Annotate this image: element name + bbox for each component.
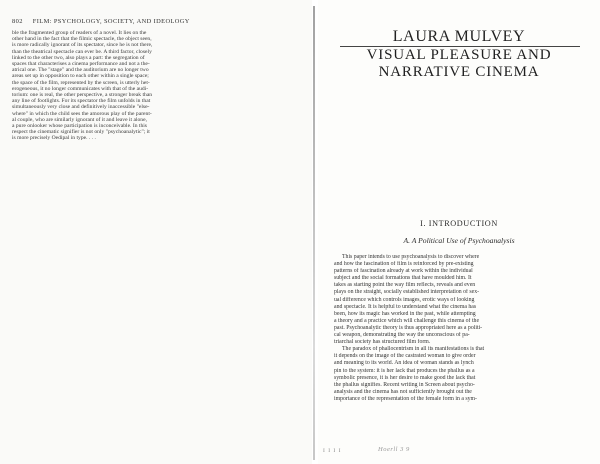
text-line: respect the cinematic signifier is not only "psychoanalytic"; it: [12, 129, 150, 136]
text-line: a pure onlooker whose participation is inconceivable. In this: [12, 123, 147, 130]
text-line: subject and the social formations that have moulded him. It: [334, 275, 472, 282]
text-line: torium: one is real, the other perspective, a stronger break than: [12, 92, 153, 99]
text-line: The paradox of phallocentrism in all its manifestations is that: [342, 346, 485, 353]
book-gutter: [313, 6, 315, 460]
text-line: ble the fragmented group of readers of a novel. It lies on the: [12, 30, 147, 36]
text-line: takes as starting point the way film reflects, reveals and even: [334, 282, 476, 289]
title-line: VISUAL PLEASURE AND: [366, 47, 552, 63]
text-line: spaces that characterises a cinema performance and not a the-: [12, 61, 150, 68]
text-line: importance of the representation of the female form in a sym-: [334, 395, 477, 402]
text-line: past. Psychoanalytic theory is thus appropriated here as a politi-: [334, 324, 483, 331]
running-head-title: FILM: PSYCHOLOGY, SOCIETY, AND IDEOLOGY: [32, 18, 190, 25]
text-line: is more precisely Oedipal in type. . . .: [12, 135, 96, 142]
article-title: [318, 47, 600, 80]
text-line: symbolic presence, it is her desire to make good the lack that: [334, 374, 476, 381]
subsection-heading: A. A Political Use of Psychoanalysis: [403, 236, 515, 245]
text-line: other hand in the fact that the filmic spectacle, the object seen,: [12, 36, 152, 43]
text-line: where" in which the child sees the amorous play of the parent-: [12, 110, 152, 117]
text-line: it depends on the image of the castrated woman to give order: [334, 353, 476, 360]
title-line: NARRATIVE CINEMA: [378, 63, 540, 80]
text-line: plays on the straight, socially established interpretation of sex-: [334, 289, 480, 296]
author-name: LAURA MULVEY: [392, 28, 526, 45]
text-line: the space of the film, represented by the screen, is utterly het-: [12, 79, 150, 86]
text-line: simultaneously very close and definitively inaccessible "else-: [12, 104, 150, 111]
text-line: than the theatrical spectacle can ever be. A third factor, closely: [12, 48, 152, 55]
text-line: been, how its magic has worked in the past, while attempting: [334, 310, 476, 317]
text-line: erogeneous, it no longer communicates with that of the audi-: [12, 85, 149, 92]
page-number: 802: [12, 18, 23, 25]
text-line: analysis and the cinema has not sufficiently brought out the: [334, 388, 472, 395]
footer-mark: I I I I: [323, 448, 342, 454]
left-page-body: [12, 30, 302, 142]
section-heading: I. INTRODUCTION: [420, 219, 498, 228]
text-line: atrical one. The "stage" and the auditorium are no longer two: [12, 67, 149, 74]
text-line: patterns of fascination already at work within the individual: [334, 268, 473, 275]
text-line: and how the fascination of film is reinforced by pre-existing: [334, 261, 474, 268]
text-line: areas set up in opposition to each other within a single space;: [12, 73, 149, 80]
text-line: a theory and a practice which will challenge this cinema of the: [334, 317, 480, 324]
running-head: [12, 18, 190, 25]
text-line: pin to the system: it is her lack that produces the phallus as a: [334, 367, 475, 374]
text-line: the phallus signifies. Recent writing in Screen about psycho-: [334, 381, 475, 388]
text-line: linked to the other two, also plays a part: the segregation of: [12, 54, 145, 61]
text-line: cal weapon, demonstrating the way the unconscious of pa-: [334, 332, 470, 339]
text-line: triarchal society has structured film form.: [334, 339, 431, 346]
text-line: al couple, who are similarly ignorant of it and leave it alone,: [12, 116, 147, 123]
text-line: and spectacle. It is helpful to understand what the cinema has: [334, 303, 477, 310]
right-page-body: [334, 254, 578, 403]
text-line: any line of footlights. For its spectator the film unfolds in that: [12, 98, 151, 105]
text-line: is more radically ignorant of its spectator, since he is not there,: [12, 42, 153, 49]
text-line: and meaning to its world. An idea of woman stands as lynch: [334, 360, 474, 367]
footer-signature: Hoerll 3 9: [378, 446, 410, 453]
text-line: ual difference which controls images, erotic ways of looking: [334, 296, 475, 303]
text-line: This paper intends to use psychoanalysis to discover where: [342, 254, 480, 260]
